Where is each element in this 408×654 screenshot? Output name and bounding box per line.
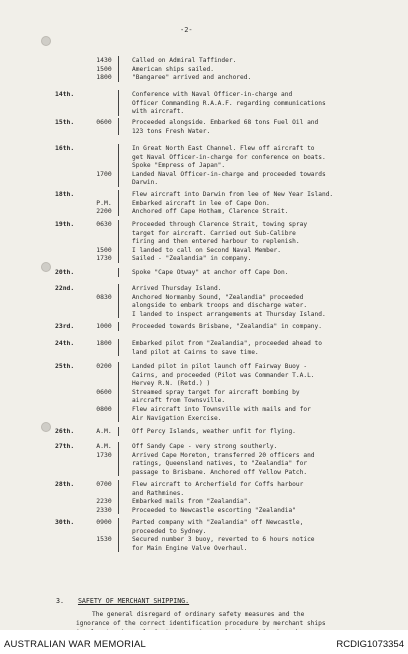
entry-time: 0600	[96, 387, 112, 396]
section-heading	[56, 597, 189, 605]
entry-text: Sailed - "Zealandia" in company.	[132, 255, 252, 263]
entry-date: 14th.	[55, 90, 75, 98]
entry-time: 1700	[96, 169, 112, 178]
entry-date: 27th.	[55, 442, 75, 450]
margin-rule	[118, 90, 119, 116]
entry-date: 18th.	[55, 190, 75, 198]
entry-time: 1730	[96, 450, 112, 459]
entry-time: 0800	[96, 405, 112, 413]
entry-time: 1500	[96, 64, 112, 73]
entry-text: Embarked mails from "Zealandia".	[132, 498, 252, 506]
entry-text: alongside to embark troops and discharge water.	[132, 302, 308, 310]
entry-text: Hervey R.N. (Retd.) )	[132, 380, 211, 388]
entry-text: Proceeded to Newcastle escorting "Zealandia"	[132, 506, 296, 514]
section-title: SAFETY OF MERCHANT SHIPPING.	[77, 597, 190, 605]
entry-text: Proceeded towards Brisbane, "Zealandia" in company.	[132, 323, 322, 330]
entry-text: Anchored off Cape Hotham, Clarence Strait.	[132, 208, 289, 216]
entry-text: Darwin.	[132, 179, 159, 187]
footer-institution: AUSTRALIAN WAR MEMORIAL	[4, 639, 147, 650]
paragraph-line: The general disregard of ordinary safety measures and the	[92, 611, 305, 618]
entry-time: 2200	[96, 207, 112, 216]
entry-date: 20th.	[55, 268, 75, 276]
footer-reference: RCDIG1073354	[336, 639, 404, 650]
entry-text: Proceeded alongside. Embarked 68 tons Fuel Oil and	[132, 119, 319, 126]
entry-text: Arrived Thursday Island.	[132, 285, 222, 292]
entry-text: Parted company with "Zealandia" off Newcastle,	[132, 519, 304, 526]
entry-text: proceeded to Sydney.	[132, 527, 207, 535]
punch-hole	[41, 422, 51, 432]
entry-text: ratings, Queensland natives, to "Zealandia" for	[132, 460, 308, 468]
entry-text: I landed to call on Second Naval Member.	[132, 246, 282, 254]
entry-text: Spoke "Cape Otway" at anchor off Cape Don.	[132, 269, 289, 276]
entry-time: 0630	[96, 220, 112, 228]
entry-text: Spoke "Empress of Japan".	[132, 162, 226, 170]
entry-text: I landed to inspect arrangements at Thursday Island.	[132, 310, 326, 318]
entry-date: 24th.	[55, 339, 75, 347]
entry-text: Secured number 3 buoy, reverted to 6 hours notice	[132, 536, 315, 544]
entry-time: 0600	[96, 118, 112, 126]
entry-time: 2230	[96, 497, 112, 506]
entry-date: 25th.	[55, 362, 75, 370]
entry-time: A.M.	[96, 427, 112, 435]
margin-rule	[118, 268, 119, 277]
entry-time: 1530	[96, 535, 112, 544]
entry-text: Off Sandy Cape - very strong southerly.	[132, 443, 278, 450]
margin-rule	[118, 144, 119, 187]
entry-time: 1730	[96, 254, 112, 263]
entry-text: aircraft from Townsville.	[132, 397, 226, 405]
entry-text: for Main Engine Valve Overhaul.	[132, 544, 248, 552]
entry-date: 26th.	[55, 427, 75, 435]
entry-time: 1430	[96, 56, 112, 64]
entry-text: Anchored Normanby Sound, "Zealandia" proceeded	[132, 293, 304, 301]
entry-time: 0200	[96, 362, 112, 370]
entry-date: 15th.	[55, 118, 75, 126]
entry-text: and Rathmines.	[132, 489, 185, 497]
entry-text: 123 tons Fresh Water.	[132, 127, 211, 135]
entry-date: 30th.	[55, 518, 75, 526]
entry-text: Embarked aircraft in lee of Cape Don.	[132, 199, 270, 207]
page-number: -2-	[180, 26, 193, 34]
entry-time: 0700	[96, 480, 112, 488]
entry-date: 22nd.	[55, 284, 75, 292]
entry-time: 1800	[96, 73, 112, 82]
entry-text: "Bangaree" arrived and anchored.	[132, 74, 252, 82]
entry-time: 1500	[96, 245, 112, 254]
entry-text: Air Navigation Exercise.	[132, 414, 222, 422]
entry-text: target for aircraft. Carried out Sub-Calibre	[132, 229, 296, 237]
entry-text: Flew aircraft into Darwin from lee of New Year Island.	[132, 191, 334, 198]
entry-time: A.M.	[96, 442, 112, 450]
entry-text: Cairns, and proceeded (Pilot was Commander T.A.L.	[132, 371, 315, 379]
entry-text: Embarked pilot from "Zealandia", proceeded ahead to	[132, 340, 322, 347]
margin-rule	[118, 284, 119, 318]
entry-text: Landed pilot in pilot launch off Fairway Buoy -	[132, 363, 308, 370]
entry-date: 19th.	[55, 220, 75, 228]
entry-text: with aircraft.	[132, 108, 185, 116]
entry-text: Arrived Cape Moreton, transferred 20 officers and	[132, 451, 315, 459]
entry-date: 23rd.	[55, 322, 75, 330]
entry-text: Streamed spray target for aircraft bombing by	[132, 388, 300, 396]
entry-text: American ships sailed.	[132, 65, 214, 73]
entry-time: P.M.	[96, 198, 112, 207]
entry-text: land pilot at Cairns to save time.	[132, 348, 259, 356]
entry-text: Proceeded through Clarence Strait, towing spray	[132, 221, 308, 228]
entry-text: firing and then entered harbour to replenish.	[132, 238, 300, 246]
entry-text: get Naval Officer-in-charge for conference on boats.	[132, 153, 326, 161]
footer-bar	[0, 630, 408, 654]
entry-date: 16th.	[55, 144, 75, 152]
entry-text: Off Percy Islands, weather unfit for flying.	[132, 428, 296, 435]
entry-text: Flew aircraft into Townsville with mails and for	[132, 406, 311, 413]
punch-hole	[41, 262, 51, 272]
entry-time: 1800	[96, 339, 112, 347]
entry-time: 1000	[96, 322, 112, 330]
punch-hole	[41, 36, 51, 46]
entry-text: Called on Admiral Taffinder.	[132, 57, 237, 64]
entry-text: Landed Naval Officer-in-charge and proceeded towards	[132, 170, 326, 178]
section-number: 3.	[56, 597, 64, 605]
entry-time: 2330	[96, 505, 112, 514]
entry-text: In Great North East Channel. Flew off aircraft to	[132, 145, 315, 152]
entry-time: 0830	[96, 292, 112, 301]
entry-text: Officer Commanding R.A.A.F. regarding communications	[132, 99, 326, 107]
entry-date: 28th.	[55, 480, 75, 488]
entry-text: Conference with Naval Officer-in-charge and	[132, 91, 293, 98]
paragraph-line: ignorance of the correct identification procedure by merchant ships	[76, 620, 326, 627]
entry-text: passage to Brisbane. Anchored off Yellow Patch.	[132, 468, 308, 476]
entry-text: Flew aircraft to Archerfield for Coffs harbour	[132, 481, 304, 488]
entry-time: 0900	[96, 518, 112, 526]
